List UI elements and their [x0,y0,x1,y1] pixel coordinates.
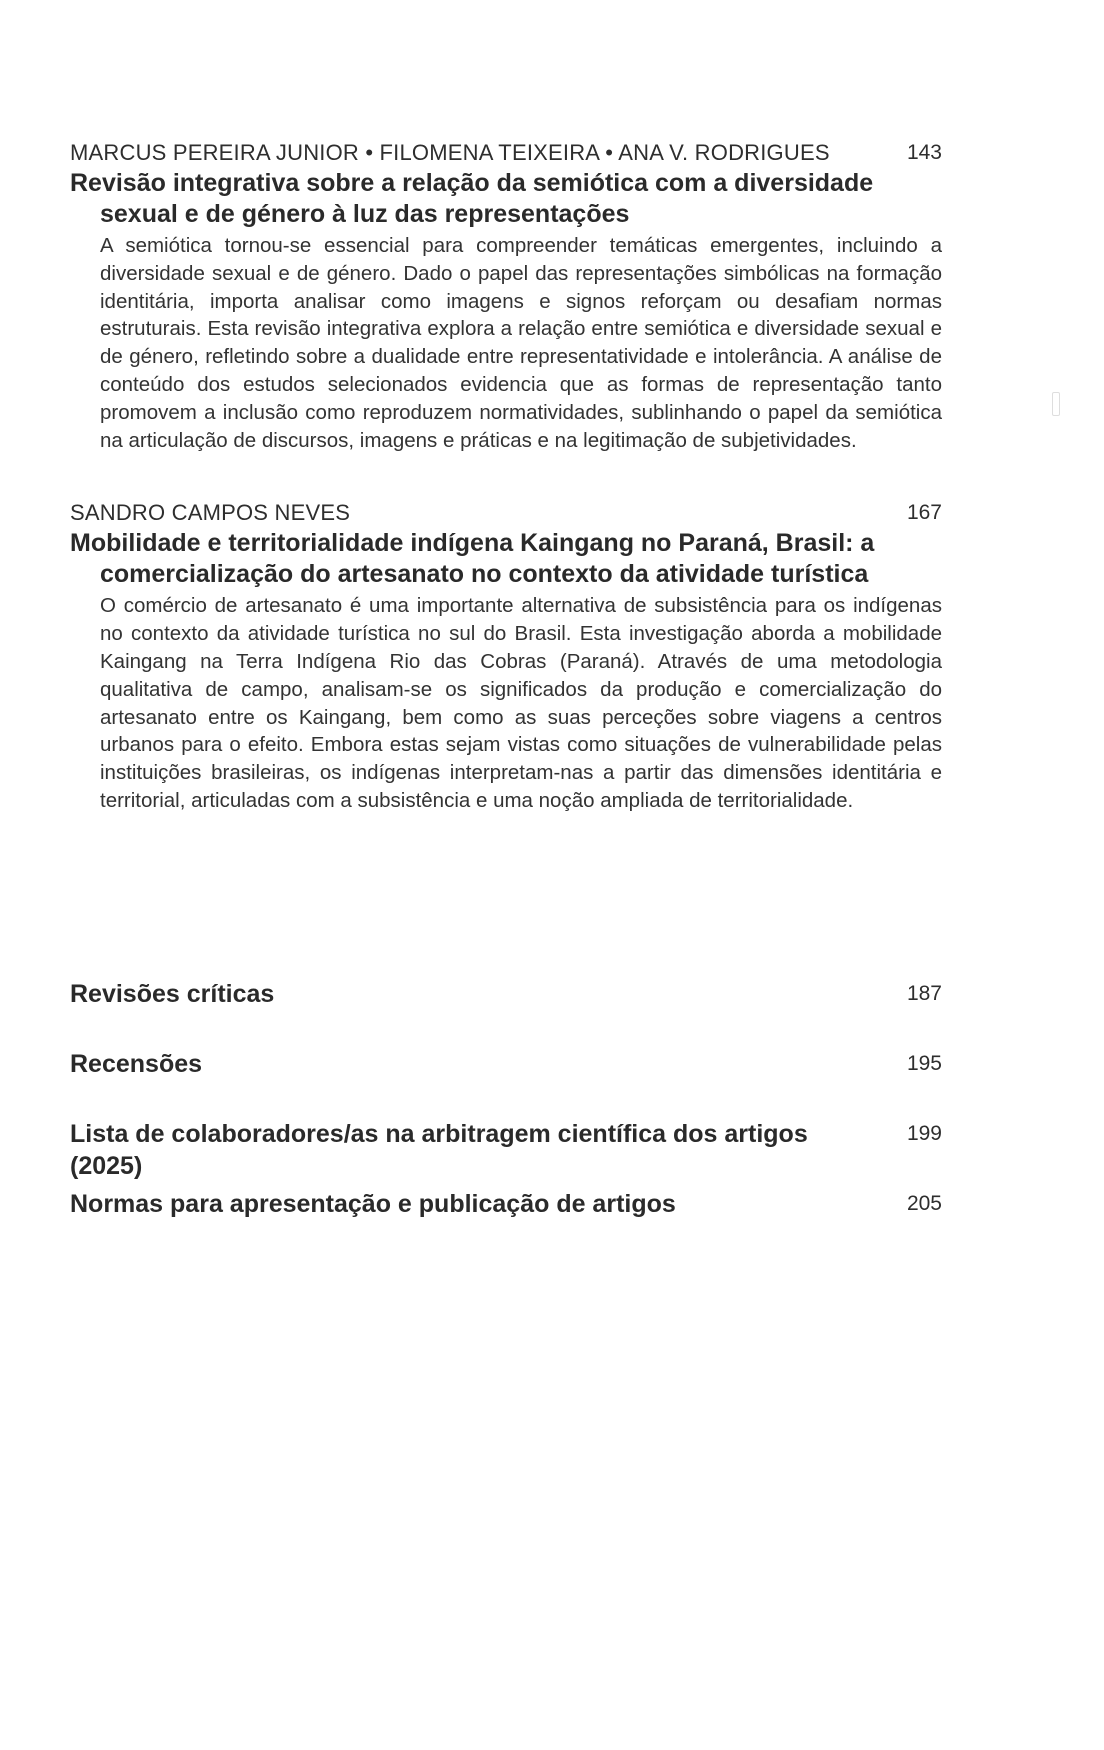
section-page-number: 199 [906,1122,942,1145]
entry-abstract: O comércio de artesanato é uma importante alternativa de subsistência para os indígenas no contexto da atividade turística no sul do Brasil. Esta investigação aborda a mobilidade Kaingang na Terra Indígena Rio das Cobras (Paraná). Através de uma metodologia qualitativa de campo, analisam-se os significados da produção e comercialização do artesanato entre os Kaingang, bem como as suas perceções sobre viagens a centros urbanos para o efeito. Embora estas sejam vistas como situações de vulnerabilidade pelas instituições brasileiras, os indígenas interpretam-nas a partir das dimensões identitária e territorial, articuladas com a subsistência e uma noção ampliada de territorialidade. [100,594,942,812]
table-of-contents [70,138,942,859]
section-list [70,978,942,1258]
entry-abstract: A semiótica tornou-se essencial para compreender temáticas emergentes, incluindo a diversidade sexual e de género. Dado o papel das representações simbólicas na formação identitária, importa analisar como imagens e signos reforçam ou desafiam normas estruturais. Esta revisão integrativa explora a relação entre semiótica e diversidade sexual e de género, refletindo sobre a dualidade entre representatividade e intolerância. A análise de conteúdo dos estudos selecionados evidencia que as formas de representação tanto promovem a inclusão como reproduzem normatividades, sublinhando o papel da semiótica na articulação de discursos, imagens e práticas e na legitimação de subjetividades. [100,234,942,452]
entry-page-number: 167 [906,501,942,525]
entry-title: Revisão integrativa sobre a relação da semiótica com a diversidade sexual e de género à luz das representações [70,169,874,228]
section-item [70,1048,942,1118]
entry-page-number: 143 [906,141,942,164]
section-title: Revisões críticas [70,980,275,1008]
section-page-number: 195 [906,1052,942,1075]
entry-header [70,138,942,168]
section-item [70,1118,942,1188]
section-page-number: 187 [906,982,942,1005]
toc-entry [70,138,942,454]
section-title: Normas para apresentação e publicação de artigos [70,1190,676,1218]
scan-artifact [1052,392,1060,416]
entry-authors: MARCUS PEREIRA JUNIOR • FILOMENA TEIXEIRA • ANA V. RODRIGUES [70,140,830,165]
toc-entry [70,498,942,814]
section-item [70,1188,942,1258]
entry-authors: SANDRO CAMPOS NEVES [70,500,351,526]
section-item [70,978,942,1048]
section-page-number: 205 [906,1192,942,1215]
section-title: Recensões [70,1050,203,1078]
entry-title: Mobilidade e territorialidade indígena Kaingang no Paraná, Brasil: a comercialização do artesanato no contexto da atividade turística [70,529,875,589]
section-title: Lista de colaboradores/as na arbitragem científica dos artigos (2025) [70,1120,808,1180]
entry-header [70,498,942,528]
